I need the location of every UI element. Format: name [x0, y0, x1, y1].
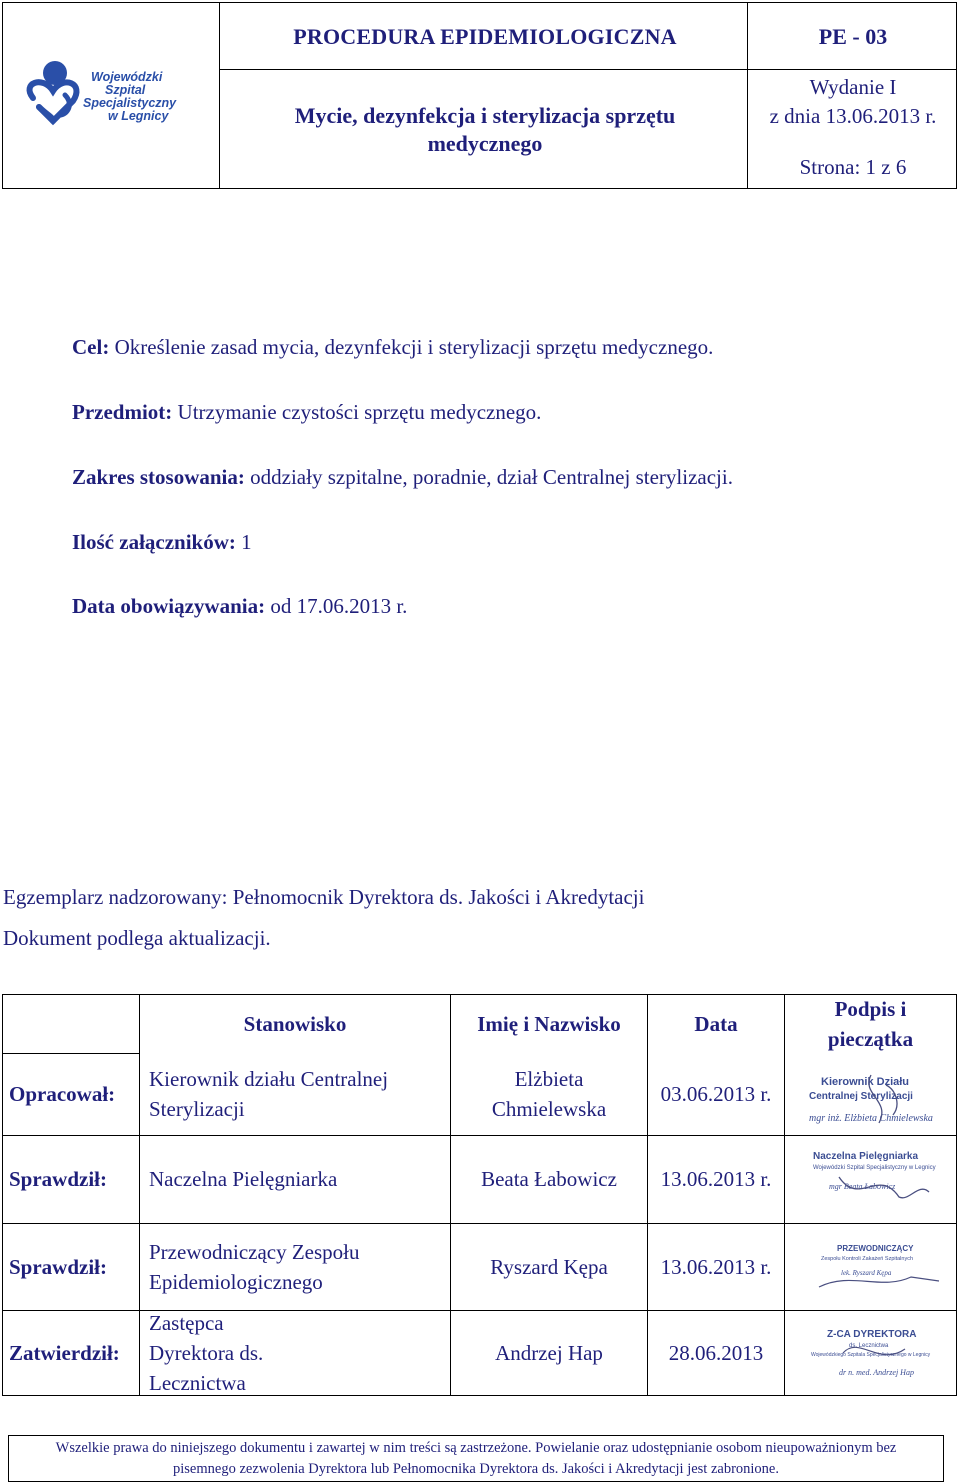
logo-line-2: Szpital	[105, 83, 146, 97]
field-cel-label: Cel:	[72, 335, 110, 359]
column-header-date: Data	[694, 1012, 738, 1036]
field-przedmiot	[72, 400, 541, 425]
hospital-logo	[3, 3, 220, 188]
signature-stamp-2	[809, 1147, 949, 1213]
row-role: Zatwierdził:	[9, 1340, 120, 1365]
field-przedmiot-value: Utrzymanie czystości sprzętu medycznego.	[177, 400, 542, 424]
footer-line-2: pisemnego zezwolenia Dyrektora lub Pełnomocnika Dyrektora ds. Jakości i Akredytacji jest zabronione.	[173, 1461, 779, 1477]
logo-line-3: Specjalistyczny	[83, 96, 177, 110]
stamp-2-line-3: mgr Beata Łabowicz	[829, 1182, 896, 1191]
stamp-3-line-2: Zespołu Kontroli Zakażeń Szpitalnych	[821, 1256, 914, 1262]
row-date: 03.06.2013 r.	[660, 1082, 772, 1106]
row-role: Opracował:	[9, 1082, 116, 1106]
stamp-4-line-4: dr n. med. Andrzej Hap	[839, 1368, 914, 1377]
stamp-1-line-1: Kierownik Działu	[821, 1076, 910, 1088]
supervised-copy-note: Egzemplarz nadzorowany: Pełnomocnik Dyrektora ds. Jakości i Akredytacji	[3, 885, 645, 909]
column-header-position: Stanowisko	[243, 1012, 347, 1036]
field-data	[72, 594, 407, 619]
signature-stamp-4	[809, 1325, 949, 1385]
stamp-2-line-2: Wojewódzki Szpital Specjalistyczny w Legnicy	[813, 1165, 936, 1171]
edition-date: z dnia 13.06.2013 r.	[769, 104, 937, 128]
row-name: Beata Łabowicz	[481, 1167, 617, 1191]
stamp-4-line-3: Wojewódzkiego Szpitala Specjalistycznego w Legnicy	[811, 1352, 931, 1358]
row-position: Przewodniczący Zespołu Epidemiologicznego	[149, 1239, 360, 1294]
field-zakres-value: oddziały szpitalne, poradnie, dział Centralnej sterylizacji.	[250, 465, 733, 489]
footer-line-1: Wszelkie prawa do niniejszego dokumentu i zawartej w nim treści są zastrzeżone. Powielanie oraz udostępnianie osobom nieupoważnionym bez	[55, 1440, 897, 1456]
field-ilosc-label: Ilość załączników:	[72, 530, 236, 554]
stamp-4-line-2: ds. Lecznictwa	[849, 1343, 889, 1349]
signature-stamp-3	[811, 1241, 951, 1297]
field-data-value: od 17.06.2013 r.	[270, 594, 408, 618]
logo-line-1: Wojewódzki	[91, 70, 163, 84]
field-cel	[72, 335, 713, 360]
stamp-4-line-1: Z-CA DYREKTORA	[827, 1329, 917, 1340]
field-ilosc	[72, 530, 252, 555]
approval-table	[2, 994, 957, 1396]
field-ilosc-value: 1	[241, 530, 252, 554]
field-cel-value: Określenie zasad mycia, dezynfekcji i sterylizacji sprzętu medycznego.	[114, 335, 714, 359]
row-name: Andrzej Hap	[495, 1340, 603, 1365]
procedure-subject	[221, 71, 749, 189]
field-data-label: Data obowiązywania:	[72, 594, 266, 618]
logo-line-4: w Legnicy	[108, 109, 169, 123]
stamp-3-line-1: PRZEWODNICZĄCY	[837, 1244, 914, 1253]
row-position: Naczelna Pielęgniarka	[149, 1167, 338, 1191]
column-header-signature: Podpis i pieczątka	[827, 997, 914, 1051]
row-position: Zastępca Dyrektora ds. Lecznictwa	[149, 1310, 264, 1395]
procedure-code: PE - 03	[818, 24, 888, 49]
field-przedmiot-label: Przedmiot:	[72, 400, 173, 424]
procedure-title: PROCEDURA EPIDEMIOLOGICZNA	[293, 24, 677, 49]
subject-line-1: Mycie, dezynfekcja i sterylizacja sprzętu	[294, 103, 676, 128]
field-zakres-label: Zakres stosowania:	[72, 465, 245, 489]
stamp-3-line-3: lek. Ryszard Kępa	[841, 1269, 892, 1277]
edition: Wydanie I	[809, 75, 897, 99]
copyright-footer	[8, 1435, 944, 1482]
row-role: Sprawdził:	[9, 1167, 108, 1191]
row-role: Sprawdził:	[9, 1254, 108, 1279]
column-header-name: Imię i Nazwisko	[477, 1012, 621, 1036]
row-date: 13.06.2013 r.	[660, 1254, 772, 1279]
update-note: Dokument podlega aktualizacji.	[3, 926, 271, 950]
row-date: 13.06.2013 r.	[660, 1167, 772, 1191]
field-zakres	[72, 465, 733, 490]
stamp-2-line-1: Naczelna Pielęgniarka	[813, 1151, 919, 1162]
row-position: Kierownik działu Centralnej Sterylizacji	[149, 1067, 389, 1121]
signature-stamp-1	[801, 1065, 951, 1129]
document-header	[2, 2, 957, 189]
stamp-1-line-3: mgr inż. Elżbieta Chmielewska	[809, 1113, 933, 1124]
subject-line-2: medycznego	[427, 131, 543, 156]
edition-info	[749, 71, 957, 189]
page-number: Strona: 1 z 6	[799, 155, 907, 179]
row-name: Elżbieta Chmielewska	[491, 1067, 607, 1121]
row-name: Ryszard Kępa	[490, 1254, 608, 1279]
stamp-1-line-2: Centralnej Sterylizacji	[809, 1091, 913, 1102]
row-date: 28.06.2013	[668, 1340, 764, 1365]
